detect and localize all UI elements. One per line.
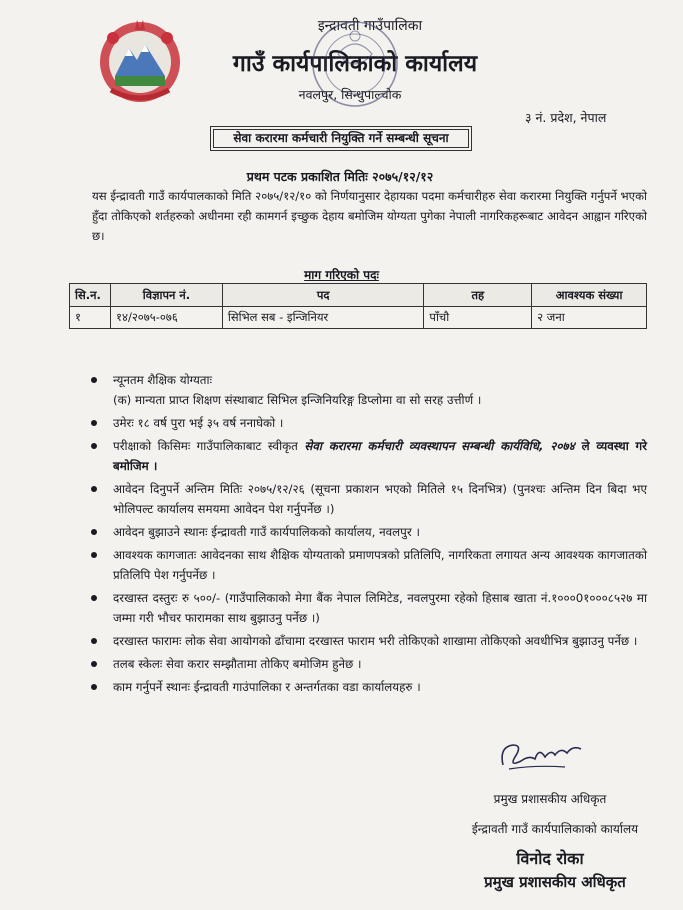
qualification-detail: (क) मान्यता प्राप्त शिक्षण संस्थाबाट सिभिल इन्जिनियरिङ्ग डिप्लोमा वा सो सरह उत्तीर्ण । xyxy=(113,393,482,407)
list-item-workplace xyxy=(87,677,647,697)
col-header-ad-no: विज्ञापन नं. xyxy=(110,284,222,307)
signatory-name: विनोद रोका xyxy=(516,849,584,868)
notice-title-box xyxy=(210,126,472,151)
intro-paragraph: यस ईन्द्रावती गाउँ कार्यपालकाको मिति २०७५/१२/१० को निर्णयानुसार देहायका पदमा कर्मचारीहरु सेवा करारमा नियुक्ति गर्नुपर्ने भएको हुँदा तोकिएको शर्तहरुको अधीनमा रही कामगर्न इच्छुक देहाय बमोजिम योग्यता पुगेका नेपाली नागरिकहरूबाट आवेदन आह्वान गरिएको छ। xyxy=(92,189,647,243)
list-item-deadline xyxy=(87,479,647,519)
list-item-form xyxy=(87,631,647,651)
col-header-sn: सि.न. xyxy=(70,284,111,307)
age-text: उमेरः १८ वर्ष पुरा भई ३५ वर्ष ननाघेको । xyxy=(113,416,284,430)
posts-table xyxy=(69,283,647,329)
office-location: नवलपुर, सिन्धुपाल्चोक xyxy=(298,87,402,102)
table-row xyxy=(70,307,647,329)
col-header-post: पद xyxy=(222,284,424,307)
list-item-documents xyxy=(87,545,647,585)
cell-sn: १ xyxy=(70,307,111,329)
list-item-exam xyxy=(87,436,647,476)
signatory-title: प्रमुख प्रशासकीय अधिकृत xyxy=(493,792,607,806)
col-header-count: आवश्यक संख्या xyxy=(532,284,647,307)
workplace-text: काम गर्नुपर्ने स्थानः ईन्द्रावती गाउंपालिका र अन्तर्गतका वडा कार्यालयहरु । xyxy=(113,680,421,694)
list-item-qualification xyxy=(87,370,647,410)
notice-title: सेवा करारमा कर्मचारी नियुक्ति गर्ने सम्बन्धी सूचना xyxy=(213,129,469,148)
office-seal-stamp xyxy=(300,14,410,114)
posts-table-title: माग गरिएको पदः xyxy=(304,268,379,282)
documents-text: आवश्यक कागजातः आवेदनका साथ शैक्षिक योग्यताको प्रमाणपत्रको प्रतिलिपि, नागरिकता लगायत अन्य आवश्यक कागजातको प्रतिलिपि पेश गर्नुपर्नेछ । xyxy=(113,548,647,582)
handwritten-signature xyxy=(495,735,590,775)
signatory-office: ईन्द्रावती गाउँ कार्यपालिकाको कार्यालय xyxy=(471,822,639,836)
cell-level: पाँचौ xyxy=(424,307,532,329)
province-label: ३ नं. प्रदेश, नेपाल xyxy=(525,110,607,125)
fee-text: दरखास्त दस्तुरः रु ५००/- (गाउँपालिकाको मेगा बैंक नेपाल लिमिटेड, नवलपुरमा रहेको हिसाब खाता नं.१०००0१०००८५२७ मा जम्मा गरी भौचर फारामका साथ बुझाउनु पर्नेछ ।) xyxy=(113,591,647,625)
signatory-designation: प्रमुख प्रशासकीय अधिकृत xyxy=(484,873,626,891)
salary-text: तलब स्केलः सेवा करार सम्झौतामा तोकिए बमोजिम हुनेछ । xyxy=(113,657,362,671)
exam-prefix: परीक्षाको किसिमः गाउँपालिकाबाट स्वीकृत xyxy=(113,439,305,453)
exam-procedure: सेवा करारमा कर्मचारी व्यवस्थापन सम्बन्धी कार्यविधि, २०७४ xyxy=(304,439,575,453)
list-item-salary xyxy=(87,654,647,674)
qualification-label: न्यूनतम शैक्षिक योग्यताः xyxy=(113,373,212,387)
submit-place-text: आवेदन बुझाउने स्थानः ईन्द्रावती गाउँ कार्यपालिकको कार्यालय, नवलपुर । xyxy=(113,525,420,539)
table-header-row xyxy=(70,284,647,307)
list-item-submit-place xyxy=(87,522,647,542)
col-header-level: तह xyxy=(424,284,532,307)
conditions-list xyxy=(87,370,647,700)
first-published-date: प्रथम पटक प्रकाशित मितिः २०७५/१२/१२ xyxy=(246,169,434,184)
cell-ad-no: १४/२०७५-०७६ xyxy=(110,307,222,329)
exam-suffix: ले व्यवस्था गरे बमोजिम । xyxy=(113,439,648,473)
deadline-text: आवेदन दिनुपर्ने अन्तिम मितिः २०७५/१२/२६ (सूचना प्रकाशन भएको मितिले १५ दिनभित्र) (पुनश्चः अन्तिम दिन बिदा भए भोलिपल्ट कार्यालय समयमा आवेदन पेश गर्नुपर्नेछ ।) xyxy=(113,482,647,516)
cell-post: सिभिल सब - इन्जिनियर xyxy=(222,307,424,329)
cell-count: २ जना xyxy=(532,307,647,329)
municipality-name: इन्द्रावती गाउँपालिका xyxy=(317,18,423,34)
list-item-fee xyxy=(87,588,647,628)
form-text: दरखास्त फारामः लोक सेवा आयोगको ढाँचामा दरखास्त फाराम भरी तोकिएको शाखामा तोकिएको अवधीभित्र बुझाउनु पर्नेछ । xyxy=(113,634,638,648)
office-name: गाउँ कार्यपालिकाको कार्यालय xyxy=(232,51,478,77)
nepal-emblem-icon xyxy=(93,18,187,104)
list-item-age xyxy=(87,413,647,433)
